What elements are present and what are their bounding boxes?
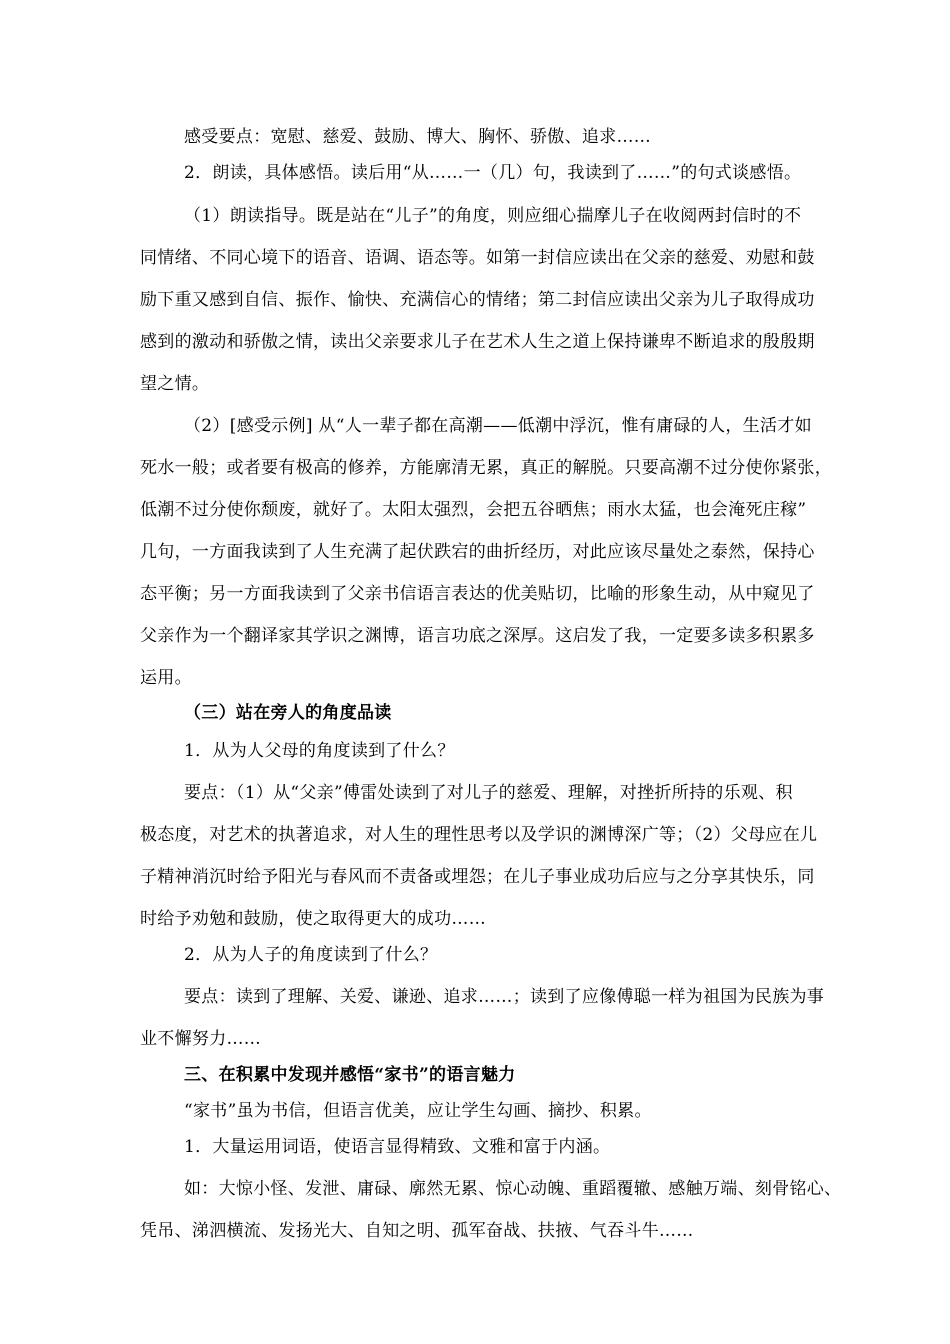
text-line: （2）[感受示例] 从“人一辈子都在高潮——低潮中浮沉，惟有庸碌的人，生活才如 — [184, 416, 812, 436]
text-line: 凭吊、涕泗横流、发扬光大、自知之明、孤军奋战、扶掖、气吞斗牛…… — [140, 1221, 694, 1241]
section-heading: 三、在积累中发现并感悟“家书”的语言魅力 — [184, 1065, 516, 1085]
text-line: 望之情。 — [140, 374, 210, 394]
text-line: 要点：（1）从“父亲”傅雷处读到了对儿子的慈爱、理解，对挫折所持的乐观、积 — [184, 783, 793, 803]
text-line: 态平衡；另一方面我读到了父亲书信语言表达的优美贴切，比喻的形象生动，从中窥见了 — [140, 584, 815, 604]
text-line: 1．大量运用词语，使语言显得精致、文雅和富于内涵。 — [184, 1137, 611, 1157]
section-heading: （三）站在旁人的角度品读 — [184, 703, 392, 723]
text-line: 如：大惊小怪、发泄、庸碌、廓然无累、惊心动魄、重蹈覆辙、感触万端、刻骨铭心、 — [184, 1179, 842, 1199]
text-line: 父亲作为一个翻译家其学识之渊博，语言功底之深厚。这启发了我，一定要多读多积累多 — [140, 626, 815, 646]
text-line: 极态度，对艺术的执著追求，对人生的理性思考以及学识的渊博深广等；（2）父母应在儿 — [140, 825, 818, 845]
text-line: 业不懈努力…… — [140, 1029, 262, 1049]
text-line: 1．从为人父母的角度读到了什么？ — [184, 741, 455, 761]
text-line: 死水一般；或者要有极高的修养，方能廓清无累，真正的解脱。只要高潮不过分使你紧张， — [140, 458, 832, 478]
text-line: 要点：读到了理解、关爱、谦逊、追求……；读到了应像傅聪一样为祖国为民族为事 — [184, 987, 825, 1007]
text-line: “家书”虽为书信，但语言优美，应让学生勾画、摘抄、积累。 — [184, 1101, 652, 1121]
text-line: 2．朗读，具体感悟。读后用“从……一（几）句，我读到了……”的句式谈感悟。 — [184, 163, 802, 183]
text-line: 励下重又感到自信、振作、愉快、充满信心的情绪；第二封信应读出父亲为儿子取得成功 — [140, 290, 815, 310]
text-line: 感受要点：宽慰、慈爱、鼓励、博大、胸怀、骄傲、追求…… — [184, 127, 652, 147]
text-line: （1）朗读指导。既是站在“儿子”的角度，则应细心揣摩儿子在收阅两封信时的不 — [184, 206, 802, 226]
text-line: 低潮不过分使你颓废，就好了。太阳太强烈，会把五谷晒焦；雨水太猛，也会淹死庄稼” — [140, 500, 807, 520]
text-line: 运用。 — [140, 668, 192, 688]
text-line: 子精神消沉时给予阳光与春风而不责备或埋怨；在儿子事业成功后应与之分享其快乐，同 — [140, 867, 815, 887]
text-line: 感到的激动和骄傲之情，读出父亲要求儿子在艺术人生之道上保持谦卑不断追求的殷殷期 — [140, 332, 815, 352]
text-line: 几句，一方面我读到了人生充满了起伏跌宕的曲折经历，对此应该尽量处之泰然，保持心 — [140, 542, 815, 562]
text-line: 时给予劝勉和鼓励，使之取得更大的成功…… — [140, 909, 486, 929]
text-line: 2．从为人子的角度读到了什么？ — [184, 945, 438, 965]
text-line: 同情绪、不同心境下的语音、语调、语态等。如第一封信应读出在父亲的慈爱、劝慰和鼓 — [140, 248, 815, 268]
